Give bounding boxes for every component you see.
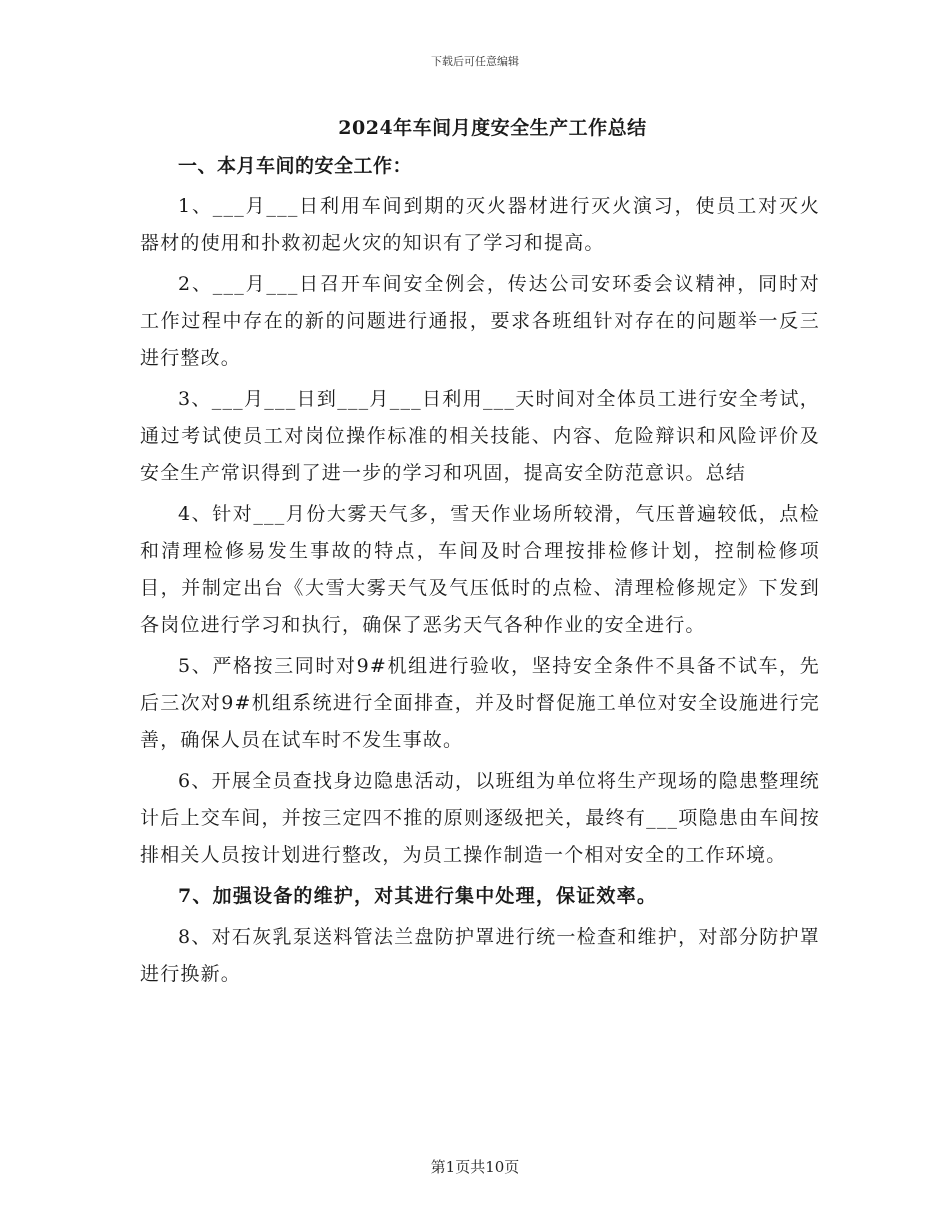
paragraph-6: 6、开展全员查找身边隐患活动，以班组为单位将生产现场的隐患整理统计后上交车间，并按三定四不推的原则逐级把关，最终有___项隐患由车间按排相关人员按计划进行整改，为员工操作制造一个相对安全的工作环境。 [140,770,820,866]
paragraph-7: 7、加强设备的维护，对其进行集中处理，保证效率。 [178,885,658,907]
paragraph-1: 1、___月___日利用车间到期的灭火器材进行灭火演习，使员工对灭火器材的使用和扑救初起火灾的知识有了学习和提高。 [140,195,820,254]
section-heading: 一、本月车间的安全工作： [178,155,413,177]
header-note: 下载后可任意编辑 [431,55,519,68]
document-body [140,112,820,997]
paragraph-2: 2、___月___日召开车间安全例会，传达公司安环委会议精神，同时对工作过程中存在的新的问题进行通报，要求各班组针对存在的问题举一反三进行整改。 [140,273,820,369]
paragraph-5: 5、严格按三同时对9#机组进行验收，坚持安全条件不具备不试车，先后三次对9#机组系统进行全面排查，并及时督促施工单位对安全设施进行完善，确保人员在试车时不发生事故。 [140,655,820,751]
paragraph-3: 3、___月___日到___月___日利用___天时间对全体员工进行安全考试，通过考试使员工对岗位操作标准的相关技能、内容、危险辩识和风险评价及安全生产常识得到了进一步的学习和巩固，提高安全防范意识。总结 [140,388,820,484]
document-title: 2024年车间月度安全生产工作总结 [338,117,647,139]
paragraph-4: 4、针对___月份大雾天气多，雪天作业场所较滑，气压普遍较低，点检和清理检修易发生事故的特点，车间及时合理按排检修计划，控制检修项目，并制定出台《大雪大雾天气及气压低时的点检、清理检修规定》下发到各岗位进行学习和执行，确保了恶劣天气各种作业的安全进行。 [140,503,820,636]
paragraph-8: 8、对石灰乳泵送料管法兰盘防护罩进行统一检查和维护，对部分防护罩进行换新。 [140,926,820,985]
page-indicator: 第1页共10页 [430,1158,520,1176]
